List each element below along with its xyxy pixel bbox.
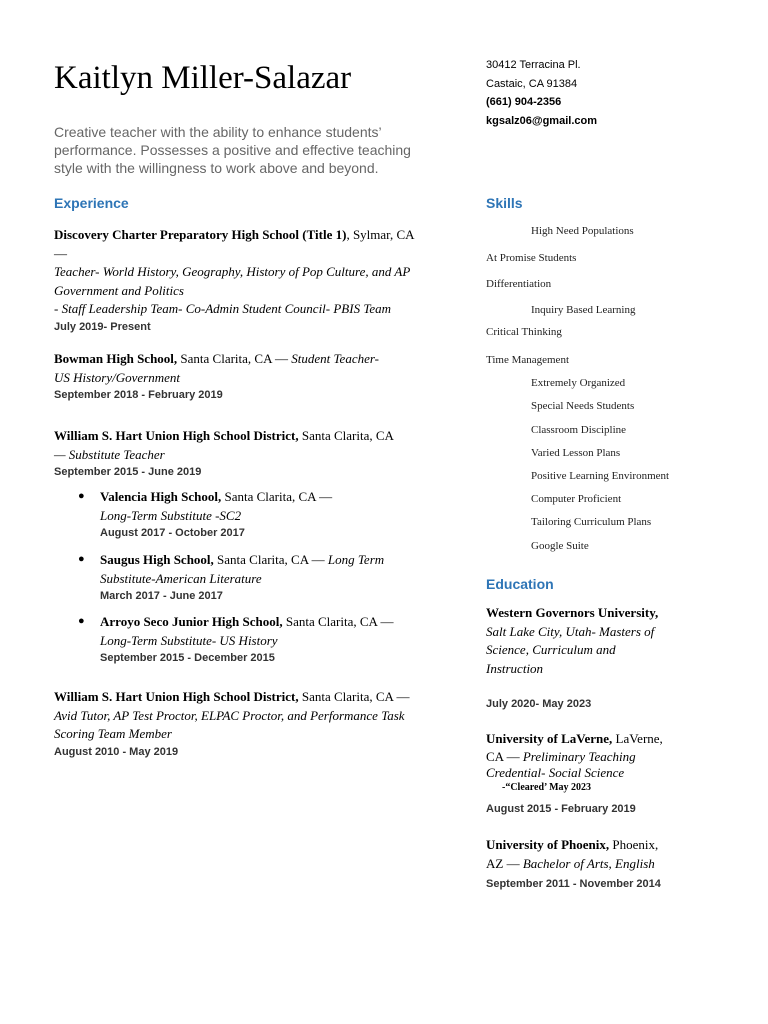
skill-item: Tailoring Curriculum Plans <box>531 516 652 528</box>
program: Bachelor of Arts, English <box>522 855 655 871</box>
role: - Staff Leadership Team- Co-Admin Student Council- PBIS Team <box>54 301 392 316</box>
experience-entry <box>54 688 409 760</box>
skill-item: Google Suite <box>531 540 589 552</box>
role: Substitute-American Literature <box>100 570 262 586</box>
role: US History/Government <box>54 369 181 385</box>
experience-entry <box>54 427 394 480</box>
summary: Creative teacher with the ability to enhance students’ performance. Possesses a positive and effective teaching style with the willingness to work above and beyond. <box>54 124 411 176</box>
skill-item: Inquiry Based Learning <box>531 304 636 316</box>
school: Saugus High School, <box>100 552 214 567</box>
date-range: September 2018 - February 2019 <box>54 389 223 401</box>
address-line-1: 30412 Terracina Pl. <box>486 59 581 71</box>
role: Long-Term Substitute -SC2 <box>100 507 242 523</box>
institution: University of Phoenix, <box>486 837 610 852</box>
dash: — <box>54 245 67 261</box>
role: Student Teacher- <box>291 351 379 366</box>
sub-entry <box>78 613 393 666</box>
skill-item: Computer Proficient <box>531 493 622 505</box>
location: Santa Clarita, CA — <box>282 614 394 629</box>
date-range: September 2015 - June 2019 <box>54 466 202 478</box>
contact-block <box>486 56 597 130</box>
employer: William S. Hart Union High School District, <box>54 428 299 443</box>
location: CA — <box>486 748 523 764</box>
email: kgsalz06@gmail.com <box>486 114 597 127</box>
institution: University of LaVerne, <box>486 731 613 746</box>
skill-item: Extremely Organized <box>531 377 626 389</box>
school: Valencia High School, <box>100 489 222 504</box>
date-range: July 2019- Present <box>54 320 151 333</box>
experience-entry <box>54 350 379 403</box>
candidate-name: Kaitlyn Miller-Salazar <box>54 60 352 96</box>
bullet: ● <box>78 490 85 502</box>
skill-item: High Need Populations <box>531 225 634 237</box>
bullet: ● <box>78 553 85 565</box>
experience-entry <box>54 226 415 335</box>
skills-heading: Skills <box>486 195 523 211</box>
location: , Sylmar, CA <box>346 227 415 242</box>
skill-item: Positive Learning Environment <box>531 470 670 482</box>
location: AZ — <box>486 855 523 871</box>
location: Santa Clarita, CA — <box>298 689 410 704</box>
education-heading: Education <box>486 576 554 592</box>
program: Preliminary Teaching <box>522 748 636 764</box>
credential-note: -“Cleared’ May 2023 <box>502 781 592 793</box>
sub-entry <box>78 488 332 541</box>
skill-item: At Promise Students <box>486 252 577 264</box>
address-line-2: Castaic, CA 91384 <box>486 77 578 90</box>
phone: (661) 904-2356 <box>486 96 562 108</box>
date-range: July 2020- May 2023 <box>486 698 592 710</box>
role: Avid Tutor, AP Test Proctor, ELPAC Proctor, and Performance Task <box>54 707 405 723</box>
location: Santa Clarita, CA <box>298 428 394 443</box>
skill-item: Varied Lesson Plans <box>531 447 621 459</box>
employer: Bowman High School, <box>54 351 178 366</box>
school: Arroyo Seco Junior High School, <box>100 614 283 629</box>
skill-item: Differentiation <box>486 278 552 290</box>
skill-item: Special Needs Students <box>531 400 635 412</box>
date-range: August 2017 - October 2017 <box>100 527 245 539</box>
location: Phoenix, <box>609 837 659 852</box>
employer: Discovery Charter Preparatory High School (Title 1) <box>54 227 347 242</box>
date-range: September 2015 - December 2015 <box>100 652 275 664</box>
location: Santa Clarita, CA — <box>213 552 328 567</box>
education-entry <box>486 836 658 873</box>
date-range: August 2015 - February 2019 <box>486 803 636 815</box>
date-range: August 2010 - May 2019 <box>54 745 179 758</box>
education-entry <box>486 730 663 794</box>
bullet: ● <box>78 615 85 627</box>
role: — Substitute Teacher <box>54 446 165 462</box>
role: Long Term <box>327 552 385 567</box>
institution: Western Governors University, <box>486 605 659 620</box>
role: Long-Term Substitute- US History <box>100 632 278 648</box>
employer: William S. Hart Union High School District, <box>54 689 299 704</box>
sub-entry <box>78 551 384 604</box>
program: Credential- Social Science <box>486 764 625 780</box>
role: Scoring Team Member <box>54 726 172 741</box>
skill-item: Classroom Discipline <box>531 424 627 436</box>
skill-item: Time Management <box>486 354 569 366</box>
experience-heading: Experience <box>54 195 129 211</box>
program: Salt Lake City, Utah- Masters of <box>486 623 655 639</box>
role: Teacher- World History, Geography, History of Pop Culture, and AP <box>54 264 411 279</box>
date-range: March 2017 - June 2017 <box>100 590 223 602</box>
date-range: September 2011 - November 2014 <box>486 878 661 890</box>
education-entry <box>486 604 658 678</box>
program: Instruction <box>486 660 544 676</box>
skill-item: Critical Thinking <box>486 326 562 338</box>
location: Santa Clarita, CA — <box>177 351 292 366</box>
location: Santa Clarita, CA — <box>221 489 333 504</box>
program: Science, Curriculum and <box>486 642 616 657</box>
location: LaVerne, <box>612 731 663 746</box>
role: Government and Politics <box>54 282 184 298</box>
